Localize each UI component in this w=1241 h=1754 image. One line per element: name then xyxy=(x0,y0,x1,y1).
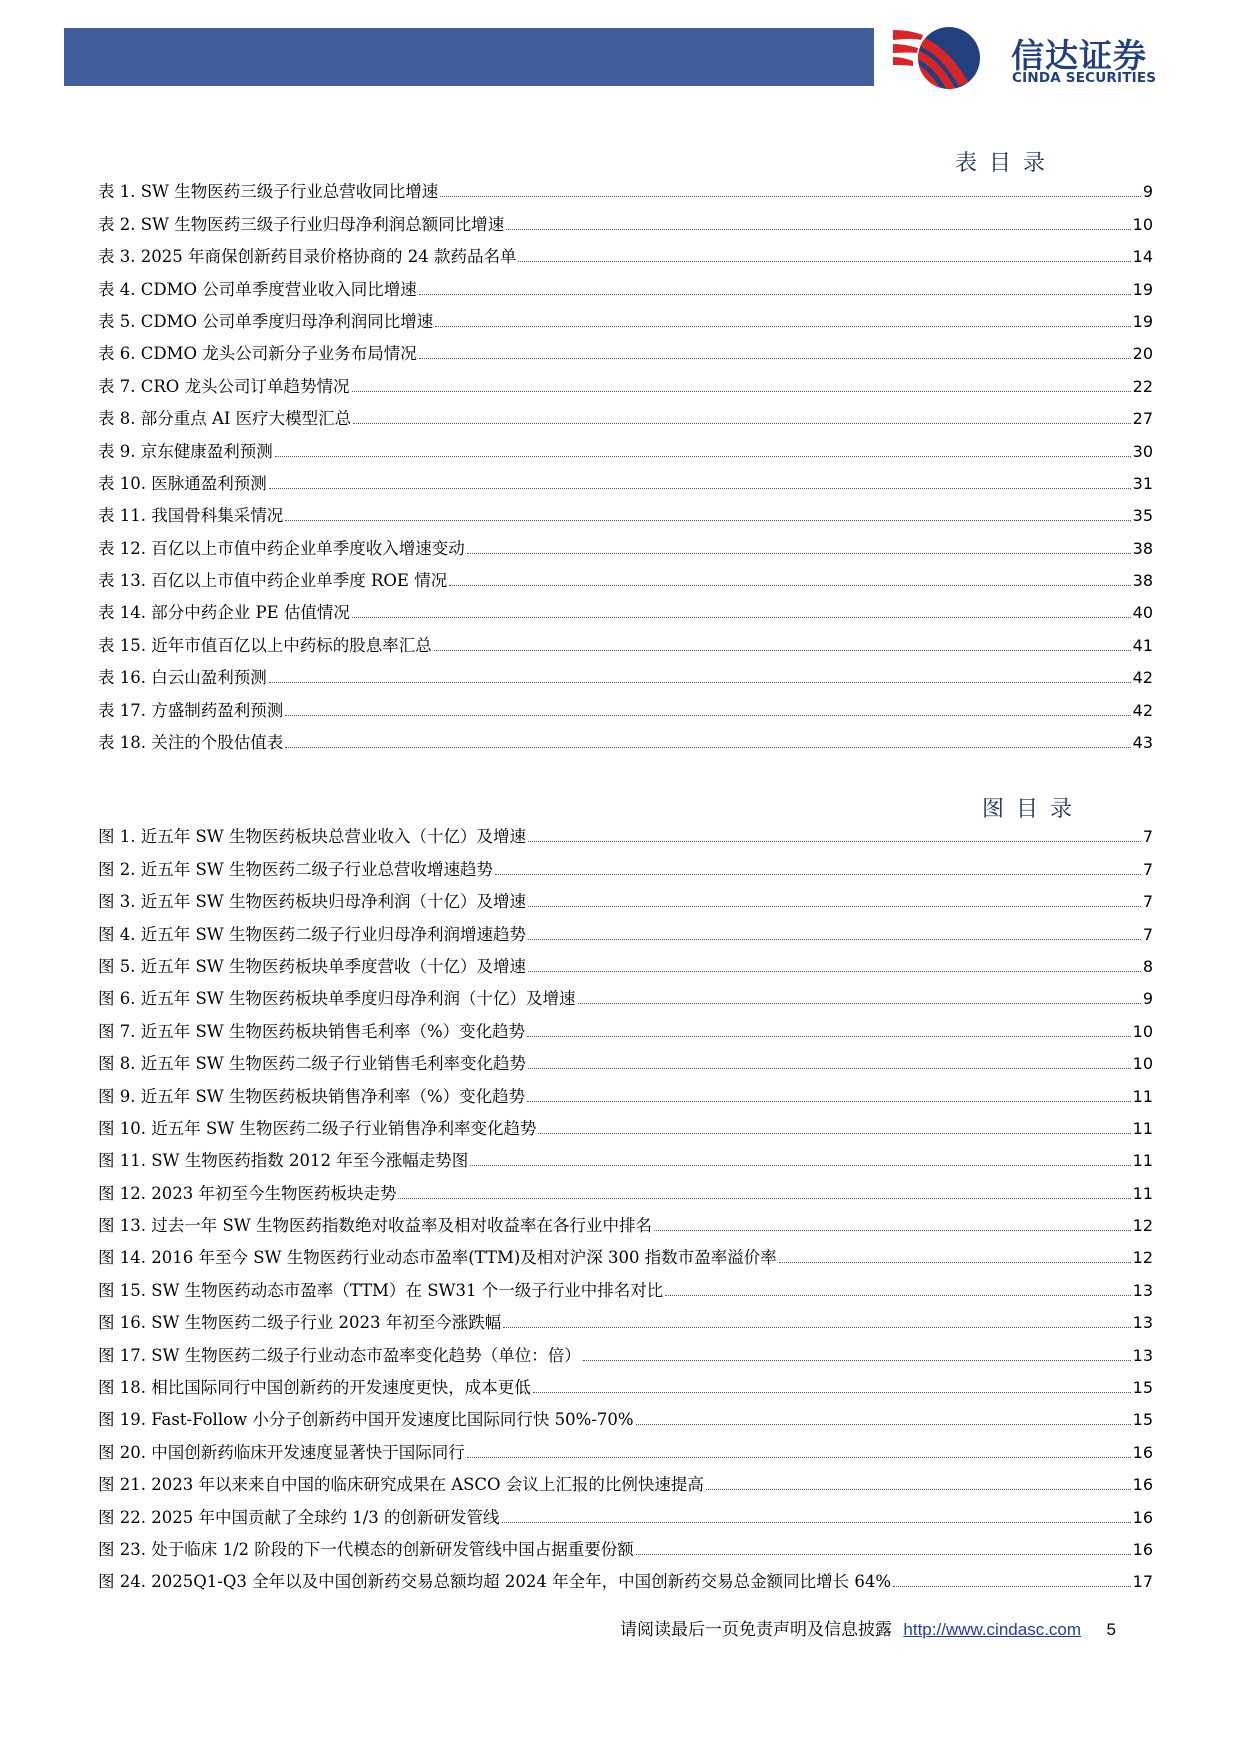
toc-dot-leader xyxy=(503,1327,1130,1328)
header-bar xyxy=(64,28,874,86)
toc-entry-label[interactable]: 表 2. SW 生物医药三级子行业归母净利润总额同比增速 xyxy=(98,214,505,234)
toc-entry-label[interactable]: 表 17. 方盛制药盈利预测 xyxy=(98,700,284,720)
toc-dot-leader xyxy=(419,294,1131,295)
toc-dot-leader xyxy=(435,326,1130,327)
toc-dot-leader xyxy=(528,939,1141,940)
toc-entry-page[interactable]: 35 xyxy=(1132,506,1153,526)
toc-dot-leader xyxy=(269,682,1131,683)
toc-entry[interactable] xyxy=(98,494,1153,526)
figures-toc-list xyxy=(98,815,1153,1592)
toc-dot-leader xyxy=(352,617,1131,618)
toc-entry[interactable] xyxy=(98,1301,1153,1333)
toc-dot-leader xyxy=(434,650,1131,651)
toc-entry-page[interactable]: 20 xyxy=(1132,344,1153,364)
toc-dot-leader xyxy=(506,229,1130,230)
toc-entry[interactable] xyxy=(98,1074,1153,1106)
toc-entry-label[interactable]: 表 15. 近年市值百亿以上中药标的股息率汇总 xyxy=(98,635,432,655)
toc-entry-label[interactable]: 表 10. 医脉通盈利预测 xyxy=(98,473,267,493)
toc-dot-leader xyxy=(353,423,1130,424)
toc-entry-page[interactable]: 7 xyxy=(1142,827,1153,847)
toc-entry[interactable] xyxy=(98,1236,1153,1268)
toc-entry-label[interactable]: 表 11. 我国骨科集采情况 xyxy=(98,506,284,526)
toc-entry-page[interactable]: 16 xyxy=(1132,1539,1153,1559)
toc-entry-label[interactable]: 图 19. Fast-Follow 小分子创新药中国开发速度比国际同行快 50%-70% xyxy=(98,1410,634,1430)
tables-toc-title: 表目录 xyxy=(955,151,1058,176)
toc-dot-leader xyxy=(449,585,1130,586)
toc-entry-page[interactable]: 11 xyxy=(1132,1183,1153,1203)
toc-entry[interactable] xyxy=(98,1268,1153,1300)
toc-entry[interactable] xyxy=(98,815,1153,847)
toc-dot-leader xyxy=(502,1522,1131,1523)
toc-entry-page[interactable]: 13 xyxy=(1132,1345,1153,1365)
toc-entry[interactable] xyxy=(98,1430,1153,1462)
toc-entry[interactable] xyxy=(98,364,1153,396)
toc-entry-page[interactable]: 14 xyxy=(1132,247,1153,267)
toc-dot-leader xyxy=(352,391,1131,392)
toc-entry[interactable] xyxy=(98,1528,1153,1560)
toc-entry-page[interactable]: 38 xyxy=(1132,571,1153,591)
toc-entry-label[interactable]: 图 24. 2025Q1-Q3 全年以及中国创新药交易总额均超 2024 年全年，中国创新药交易总金额同比增长 64% xyxy=(98,1572,891,1592)
toc-dot-leader xyxy=(527,1101,1130,1102)
logo-english-text: CINDA SECURITIES xyxy=(1012,70,1157,86)
toc-entry[interactable] xyxy=(98,429,1153,461)
toc-entry-label[interactable]: 表 8. 部分重点 AI 医疗大模型汇总 xyxy=(98,409,352,429)
toc-dot-leader xyxy=(285,747,1130,748)
toc-dot-leader xyxy=(470,1165,1130,1166)
toc-entry[interactable] xyxy=(98,656,1153,688)
toc-entry[interactable] xyxy=(98,526,1153,558)
toc-entry[interactable] xyxy=(98,721,1153,753)
toc-entry-label[interactable]: 图 4. 近五年 SW 生物医药二级子行业归母净利润增速趋势 xyxy=(98,924,526,944)
toc-dot-leader xyxy=(706,1489,1131,1490)
toc-entry-label[interactable]: 图 5. 近五年 SW 生物医药板块单季度营收（十亿）及增速 xyxy=(98,956,526,976)
toc-entry[interactable] xyxy=(98,591,1153,623)
footer xyxy=(620,1615,1116,1640)
toc-entry-label[interactable]: 图 18. 相比国际同行中国创新药的开发速度更快，成本更低 xyxy=(98,1378,531,1398)
toc-entry-page[interactable]: 19 xyxy=(1132,311,1153,331)
toc-entry-page[interactable]: 11 xyxy=(1132,1118,1153,1138)
toc-entry-page[interactable]: 22 xyxy=(1132,376,1153,396)
toc-entry[interactable] xyxy=(98,267,1153,299)
footer-disclaimer: 请阅读最后一页免责声明及信息披露 xyxy=(620,1620,892,1640)
toc-entry-label[interactable]: 图 10. 近五年 SW 生物医药二级子行业销售净利率变化趋势 xyxy=(98,1118,537,1138)
page-number: 5 xyxy=(1106,1620,1116,1639)
toc-entry-label[interactable]: 表 12. 百亿以上市值中药企业单季度收入增速变动 xyxy=(98,538,465,558)
toc-dot-leader xyxy=(654,1230,1131,1231)
toc-entry-page[interactable]: 10 xyxy=(1132,214,1153,234)
figures-toc-title: 图目录 xyxy=(982,797,1085,822)
toc-entry-label[interactable]: 图 1. 近五年 SW 生物医药板块总营业收入（十亿）及增速 xyxy=(98,827,526,847)
toc-entry-page[interactable]: 9 xyxy=(1142,989,1153,1009)
toc-entry-label[interactable]: 图 11. SW 生物医药指数 2012 年至今涨幅走势图 xyxy=(98,1151,469,1171)
toc-entry-page[interactable]: 13 xyxy=(1132,1313,1153,1333)
toc-entry-page[interactable]: 42 xyxy=(1132,668,1153,688)
toc-entry-label[interactable]: 图 6. 近五年 SW 生物医药板块单季度归母净利润（十亿）及增速 xyxy=(98,989,576,1009)
toc-dot-leader xyxy=(538,1133,1130,1134)
toc-entry-label[interactable]: 图 21. 2023 年以来来自中国的临床研究成果在 ASCO 会议上汇报的比例快速提高 xyxy=(98,1475,704,1495)
toc-entry-page[interactable]: 8 xyxy=(1142,956,1153,976)
toc-entry[interactable] xyxy=(98,1333,1153,1365)
toc-entry[interactable] xyxy=(98,977,1153,1009)
toc-entry[interactable] xyxy=(98,912,1153,944)
toc-dot-leader xyxy=(893,1586,1131,1587)
toc-dot-leader xyxy=(528,906,1141,907)
toc-entry-page[interactable]: 12 xyxy=(1132,1248,1153,1268)
toc-entry-label[interactable]: 表 16. 白云山盈利预测 xyxy=(98,668,267,688)
toc-entry[interactable] xyxy=(98,202,1153,234)
toc-entry-label[interactable]: 图 2. 近五年 SW 生物医药二级子行业总营收增速趋势 xyxy=(98,859,493,879)
toc-entry[interactable] xyxy=(98,1463,1153,1495)
toc-dot-leader xyxy=(467,553,1131,554)
toc-entry-label[interactable]: 表 14. 部分中药企业 PE 估值情况 xyxy=(98,603,350,623)
toc-dot-leader xyxy=(285,715,1130,716)
toc-entry-page[interactable]: 10 xyxy=(1132,1021,1153,1041)
toc-entry-page[interactable]: 10 xyxy=(1132,1054,1153,1074)
toc-entry-page[interactable]: 16 xyxy=(1132,1507,1153,1527)
toc-entry-label[interactable]: 图 14. 2016 年至今 SW 生物医药行业动态市盈率(TTM)及相对沪深 300 指数市盈率溢价率 xyxy=(98,1248,777,1268)
toc-entry[interactable] xyxy=(98,300,1153,332)
toc-entry-page[interactable]: 7 xyxy=(1142,924,1153,944)
cinda-logo xyxy=(893,26,1193,90)
toc-entry-page[interactable]: 38 xyxy=(1132,538,1153,558)
toc-entry-page[interactable]: 11 xyxy=(1132,1086,1153,1106)
toc-entry-label[interactable]: 图 7. 近五年 SW 生物医药板块销售毛利率（%）变化趋势 xyxy=(98,1021,526,1041)
toc-dot-leader xyxy=(636,1424,1131,1425)
toc-entry[interactable] xyxy=(98,1366,1153,1398)
toc-entry-label[interactable]: 图 8. 近五年 SW 生物医药二级子行业销售毛利率变化趋势 xyxy=(98,1054,526,1074)
toc-entry-label[interactable]: 表 6. CDMO 龙头公司新分子业务布局情况 xyxy=(98,344,417,364)
toc-entry-label[interactable]: 表 13. 百亿以上市值中药企业单季度 ROE 情况 xyxy=(98,571,448,591)
toc-dot-leader xyxy=(285,520,1130,521)
toc-entry-page[interactable]: 19 xyxy=(1132,279,1153,299)
toc-dot-leader xyxy=(583,1360,1131,1361)
toc-dot-leader xyxy=(495,874,1141,875)
toc-entry-label[interactable]: 表 7. CRO 龙头公司订单趋势情况 xyxy=(98,376,350,396)
toc-entry[interactable] xyxy=(98,688,1153,720)
toc-dot-leader xyxy=(528,1068,1131,1069)
toc-dot-leader xyxy=(398,1198,1130,1199)
tables-toc-list xyxy=(98,170,1153,753)
toc-entry-page[interactable]: 12 xyxy=(1132,1216,1153,1236)
toc-dot-leader xyxy=(440,196,1141,197)
toc-entry-label[interactable]: 表 5. CDMO 公司单季度归母净利润同比增速 xyxy=(98,311,434,331)
toc-dot-leader xyxy=(419,358,1131,359)
toc-entry[interactable] xyxy=(98,1107,1153,1139)
toc-entry-page[interactable]: 31 xyxy=(1132,473,1153,493)
toc-entry-label[interactable]: 图 23. 处于临床 1/2 阶段的下一代模态的创新研发管线中国占据重要份额 xyxy=(98,1539,634,1559)
footer-url-link[interactable]: http://www.cindasc.com xyxy=(903,1620,1082,1639)
toc-entry-page[interactable]: 16 xyxy=(1132,1442,1153,1462)
toc-entry[interactable] xyxy=(98,170,1153,202)
toc-dot-leader xyxy=(527,1036,1130,1037)
toc-dot-leader xyxy=(665,1295,1130,1296)
toc-entry-page[interactable]: 17 xyxy=(1132,1572,1153,1592)
toc-entry-label[interactable]: 图 13. 过去一年 SW 生物医药指数绝对收益率及相对收益率在各行业中排名 xyxy=(98,1216,652,1236)
cinda-emblem-icon xyxy=(893,26,1001,90)
toc-entry[interactable] xyxy=(98,623,1153,655)
toc-entry[interactable] xyxy=(98,559,1153,591)
toc-entry[interactable] xyxy=(98,1042,1153,1074)
toc-entry-label[interactable]: 图 12. 2023 年初至今生物医药板块走势 xyxy=(98,1183,397,1203)
toc-entry-page[interactable]: 7 xyxy=(1142,892,1153,912)
toc-dot-leader xyxy=(467,1457,1131,1458)
toc-entry-label[interactable]: 表 4. CDMO 公司单季度营业收入同比增速 xyxy=(98,279,417,299)
toc-entry[interactable] xyxy=(98,1495,1153,1527)
toc-entry-page[interactable]: 16 xyxy=(1132,1475,1153,1495)
toc-entry-page[interactable]: 15 xyxy=(1132,1410,1153,1430)
toc-dot-leader xyxy=(275,456,1131,457)
toc-entry[interactable] xyxy=(98,880,1153,912)
toc-dot-leader xyxy=(578,1003,1141,1004)
toc-entry-page[interactable]: 41 xyxy=(1132,635,1153,655)
toc-entry-page[interactable]: 13 xyxy=(1132,1280,1153,1300)
toc-entry-page[interactable]: 11 xyxy=(1132,1151,1153,1171)
toc-dot-leader xyxy=(636,1554,1131,1555)
toc-dot-leader xyxy=(528,841,1141,842)
toc-dot-leader xyxy=(779,1262,1131,1263)
toc-dot-leader xyxy=(518,261,1130,262)
toc-entry[interactable] xyxy=(98,1204,1153,1236)
toc-entry-label[interactable]: 图 16. SW 生物医药二级子行业 2023 年初至今涨跌幅 xyxy=(98,1313,502,1333)
toc-entry-page[interactable]: 30 xyxy=(1132,441,1153,461)
toc-entry-label[interactable]: 图 3. 近五年 SW 生物医药板块归母净利润（十亿）及增速 xyxy=(98,892,526,912)
toc-entry-label[interactable]: 图 20. 中国创新药临床开发速度显著快于国际同行 xyxy=(98,1442,465,1462)
toc-entry[interactable] xyxy=(98,1171,1153,1203)
toc-entry[interactable] xyxy=(98,847,1153,879)
toc-entry-page[interactable]: 9 xyxy=(1142,182,1153,202)
toc-entry-page[interactable]: 27 xyxy=(1132,409,1153,429)
toc-entry-label[interactable]: 图 9. 近五年 SW 生物医药板块销售净利率（%）变化趋势 xyxy=(98,1086,526,1106)
toc-entry-page[interactable]: 15 xyxy=(1132,1378,1153,1398)
logo-chinese-text: 信达证券 xyxy=(1011,36,1147,75)
toc-dot-leader xyxy=(269,488,1131,489)
toc-entry-label[interactable]: 表 18. 关注的个股估值表 xyxy=(98,733,284,753)
toc-entry[interactable] xyxy=(98,1139,1153,1171)
toc-entry[interactable] xyxy=(98,332,1153,364)
toc-entry-page[interactable]: 40 xyxy=(1132,603,1153,623)
toc-entry-page[interactable]: 7 xyxy=(1142,859,1153,879)
toc-entry-page[interactable]: 43 xyxy=(1132,733,1153,753)
toc-entry-label[interactable]: 表 9. 京东健康盈利预测 xyxy=(98,441,273,461)
toc-entry-label[interactable]: 图 15. SW 生物医药动态市盈率（TTM）在 SW31 个一级子行业中排名对比 xyxy=(98,1280,664,1300)
toc-entry-label[interactable]: 图 22. 2025 年中国贡献了全球约 1/3 的创新研发管线 xyxy=(98,1507,500,1527)
toc-entry-label[interactable]: 图 17. SW 生物医药二级子行业动态市盈率变化趋势（单位：倍） xyxy=(98,1345,581,1365)
toc-dot-leader xyxy=(533,1392,1131,1393)
toc-entry[interactable] xyxy=(98,397,1153,429)
toc-entry[interactable] xyxy=(98,462,1153,494)
toc-entry[interactable] xyxy=(98,235,1153,267)
toc-entry[interactable] xyxy=(98,945,1153,977)
toc-entry[interactable] xyxy=(98,1009,1153,1041)
toc-entry[interactable] xyxy=(98,1560,1153,1592)
toc-entry[interactable] xyxy=(98,1398,1153,1430)
toc-dot-leader xyxy=(528,971,1141,972)
toc-entry-label[interactable]: 表 1. SW 生物医药三级子行业总营收同比增速 xyxy=(98,182,439,202)
toc-entry-page[interactable]: 42 xyxy=(1132,700,1153,720)
toc-entry-label[interactable]: 表 3. 2025 年商保创新药目录价格协商的 24 款药品名单 xyxy=(98,247,517,267)
